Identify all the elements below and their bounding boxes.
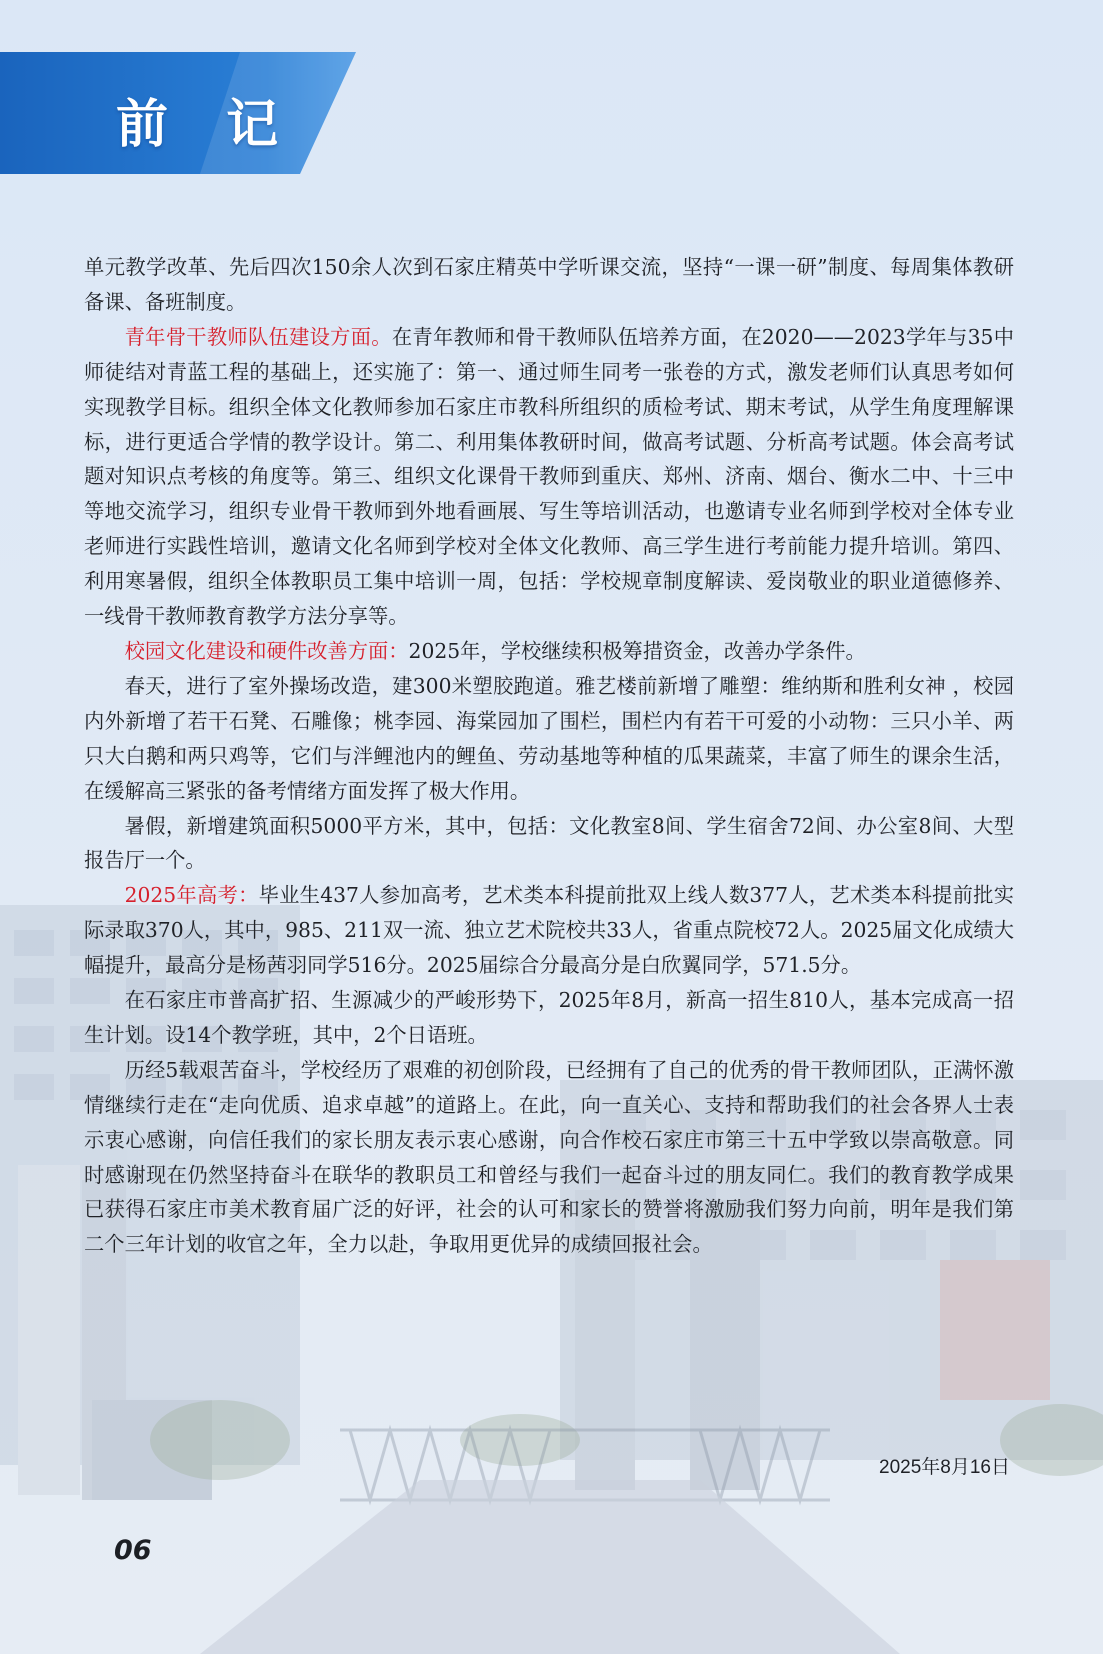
paragraph <box>84 669 1014 809</box>
paragraph <box>84 250 1014 320</box>
paragraph <box>84 878 1014 983</box>
paragraph-text: 在青年教师和骨干教师队伍培养方面，在2020——2023学年与35中师徒结对青蓝工程的基础上，还实施了：第一、通过师生同考一张卷的方式，激发老师们认真思考如何实现教学目标。组织全体文化教师参加石家庄市教科所组织的质检考试、期末考试，从学生角度理解课标，进行更适合学情的教学设计。第二、利用集体教研时间，做高考试题、分析高考试题。体会高考试题对知识点考核的角度等。第三、组织文化课骨干教师到重庆、郑州、济南、烟台、衡水二中、十三中等地交流学习，组织专业骨干教师到外地看画展、写生等培训活动，也邀请专业名师到学校对全体专业老师进行实践性培训，邀请文化名师到学校对全体文化教师、高三学生进行考前能力提升培训。第四、利用寒暑假，组织全体教职员工集中培训一周，包括：学校规章制度解读、爱岗敬业的职业道德修养、一线骨干教师教育教学方法分享等。 <box>84 324 1014 629</box>
signature-date: 2025年8月16日 <box>879 1457 1010 1478</box>
paragraph <box>84 634 1014 669</box>
paragraph-text: 在石家庄市普高扩招、生源减少的严峻形势下，2025年8月，新高一招生810人，基本完成高一招生计划。设14个教学班，其中，2个日语班。 <box>84 988 1014 1047</box>
page-number: 06 <box>114 1535 152 1566</box>
paragraph-text: 2025年，学校继续积极筹措资金，改善办学条件。 <box>408 638 866 663</box>
article-body <box>84 250 1014 1262</box>
section-heading: 2025年高考： <box>124 883 259 908</box>
paragraph <box>84 1053 1014 1262</box>
paragraph <box>84 320 1014 634</box>
paragraph-text: 单元教学改革、先后四次150余人次到石家庄精英中学听课交流，坚持“一课一研”制度、每周集体教研备课、备班制度。 <box>84 255 1014 314</box>
section-heading: 校园文化建设和硬件改善方面： <box>124 638 409 663</box>
paragraph <box>84 809 1014 879</box>
paragraph-text: 历经5载艰苦奋斗，学校经历了艰难的初创阶段，已经拥有了自己的优秀的骨干教师团队，正满怀激情继续行走在“走向优质、追求卓越”的道路上。在此，向一直关心、支持和帮助我们的社会各界人士表示衷心感谢，向信任我们的家长朋友表示衷心感谢，向合作校石家庄市第三十五中学致以崇高敬意。同时感谢现在仍然坚持奋斗在联华的教职员工和曾经与我们一起奋斗过的朋友同仁。我们的教育教学成果已获得石家庄市美术教育届广泛的好评，社会的认可和家长的赞誉将激励我们努力向前，明年是我们第二个三年计划的收官之年，全力以赴，争取用更优异的成绩回报社会。 <box>84 1057 1014 1257</box>
section-heading: 青年骨干教师队伍建设方面。 <box>124 324 392 349</box>
paragraph-text: 春天，进行了室外操场改造，建300米塑胶跑道。雅艺楼前新增了雕塑：维纳斯和胜利女神 ，校园内外新增了若干石凳、石雕像；桃李园、海棠园加了围栏，围栏内有若干可爱的小动物：三只小羊、两只大白鹅和两只鸡等，它们与泮鲤池内的鲤鱼、劳动基地等种植的瓜果蔬菜，丰富了师生的课余生活，在缓解高三紧张的备考情绪方面发挥了极大作用。 <box>84 673 1014 803</box>
paragraph-text: 毕业生437人参加高考，艺术类本科提前批双上线人数377人，艺术类本科提前批实际录取370人，其中，985、211双一流、独立艺术院校共33人，省重点院校72人。2025届文化成绩大幅提升，最高分是杨茜羽同学516分。2025届综合分最高分是白欣翼同学，571.5分。 <box>84 883 1014 978</box>
paragraph <box>84 983 1014 1053</box>
page-title: 前 记 <box>116 95 299 155</box>
paragraph-text: 暑假，新增建筑面积5000平方米，其中，包括：文化教室8间、学生宿舍72间、办公室8间、大型报告厅一个。 <box>84 813 1014 873</box>
